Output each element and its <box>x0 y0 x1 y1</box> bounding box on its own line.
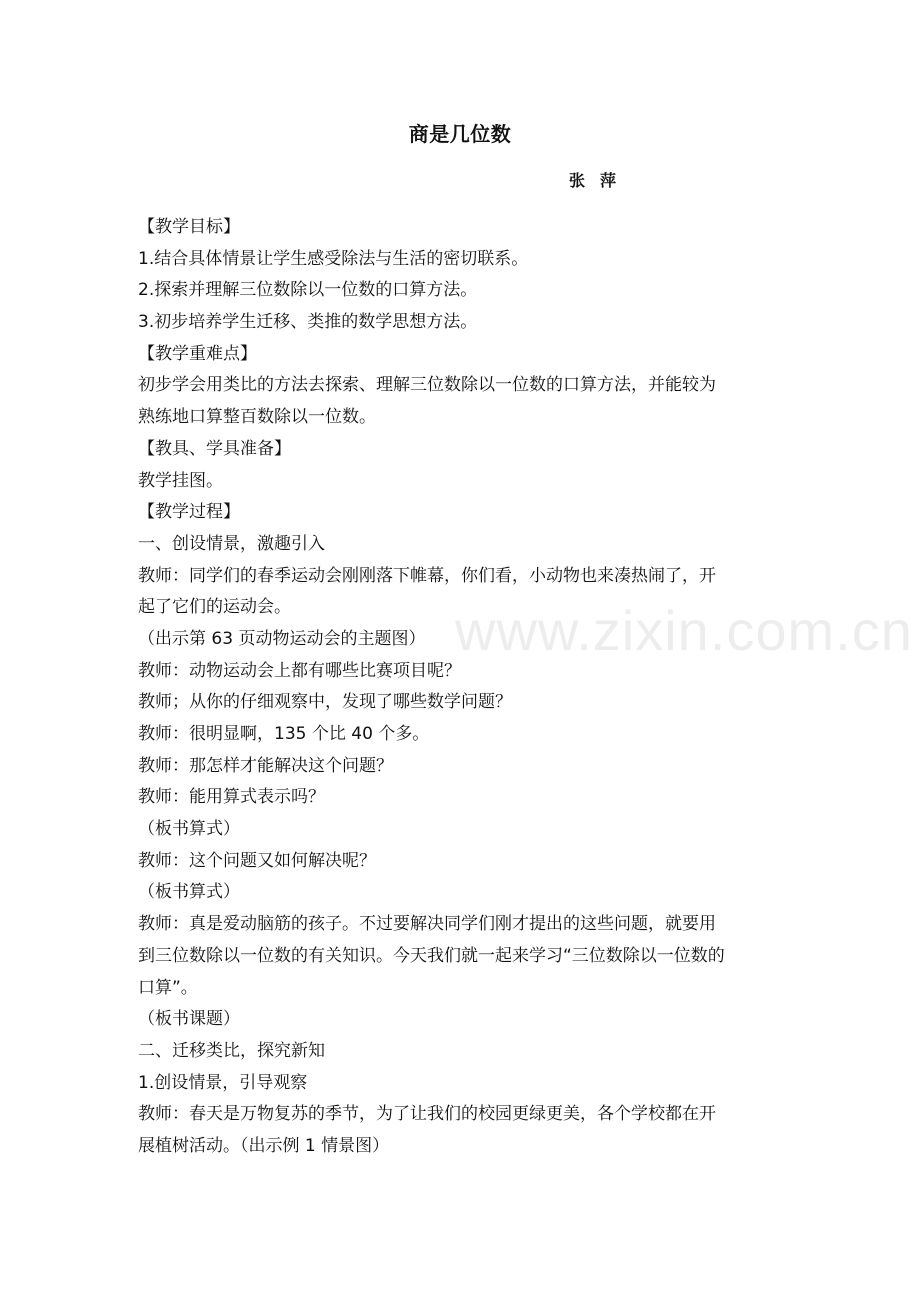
paragraph-line: 教师：动物运动会上都有哪些比赛项目呢？ <box>138 660 461 681</box>
section-heading-goals: 【教学目标】 <box>138 217 240 237</box>
author-surname: 张 <box>569 171 587 190</box>
paragraph-line: 教师：同学们的春季运动会刚刚落下帷幕，你们看，小动物也来凑热闹了，开 <box>138 565 716 586</box>
author-given-name: 萍 <box>600 171 618 190</box>
paragraph-line: 教学挂图。 <box>138 470 223 491</box>
paragraph-line: 教师：这个问题又如何解决呢？ <box>138 850 376 871</box>
paragraph-line: 展植树活动。（出示例 1 情景图） <box>138 1135 390 1156</box>
document-body <box>138 212 788 1163</box>
section-heading-process: 【教学过程】 <box>138 502 240 523</box>
goal-item-2: 2.探索并理解三位数除以一位数的口算方法。 <box>138 280 478 301</box>
paragraph-line: 起了它们的运动会。 <box>138 597 291 618</box>
document-title: 商是几位数 <box>408 122 512 146</box>
goal-item-1: 1.结合具体情景让学生感受除法与生活的密切联系。 <box>138 248 529 269</box>
subsection-heading-1: 一、创设情景，激趣引入 <box>138 533 325 554</box>
author-name <box>569 168 617 191</box>
paragraph-line: 教师：能用算式表示吗？ <box>138 787 325 808</box>
paragraph-line: 教师；从你的仔细观察中，发现了哪些数学问题？ <box>138 692 512 713</box>
goal-item-3: 3.初步培养学生迁移、类推的数学思想方法。 <box>138 312 478 333</box>
paragraph-line: 1.创设情景，引导观察 <box>138 1072 308 1093</box>
paragraph-line: 到三位数除以一位数的有关知识。今天我们就一起来学习“三位数除以一位数的 <box>138 945 725 966</box>
paragraph-line: （板书算式） <box>138 819 240 840</box>
paragraph-line: 初步学会用类比的方法去探索、理解三位数除以一位数的口算方法，并能较为 <box>138 375 716 396</box>
paragraph-line: 口算”。 <box>138 977 198 998</box>
paragraph-line: 教师：那怎样才能解决这个问题？ <box>138 755 393 776</box>
section-heading-key-points: 【教学重难点】 <box>138 343 257 364</box>
paragraph-line: 教师：真是爱动脑筋的孩子。不过要解决同学们刚才提出的这些问题，就要用 <box>138 914 716 935</box>
paragraph-line: （板书课题） <box>138 1009 240 1030</box>
paragraph-line: 教师：春天是万物复苏的季节，为了让我们的校园更绿更美，各个学校都在开 <box>138 1104 716 1125</box>
paragraph-line: （板书算式） <box>138 882 240 903</box>
watermark: www.zixin.com.cn <box>455 599 913 662</box>
paragraph-line: 教师：很明显啊，135 个比 40 个多。 <box>138 724 430 744</box>
section-heading-materials: 【教具、学具准备】 <box>138 438 291 459</box>
subsection-heading-2: 二、迁移类比，探究新知 <box>138 1040 325 1061</box>
paragraph-line: （出示第 63 页动物运动会的主题图） <box>138 628 426 649</box>
paragraph-line: 熟练地口算整百数除以一位数。 <box>138 407 376 428</box>
